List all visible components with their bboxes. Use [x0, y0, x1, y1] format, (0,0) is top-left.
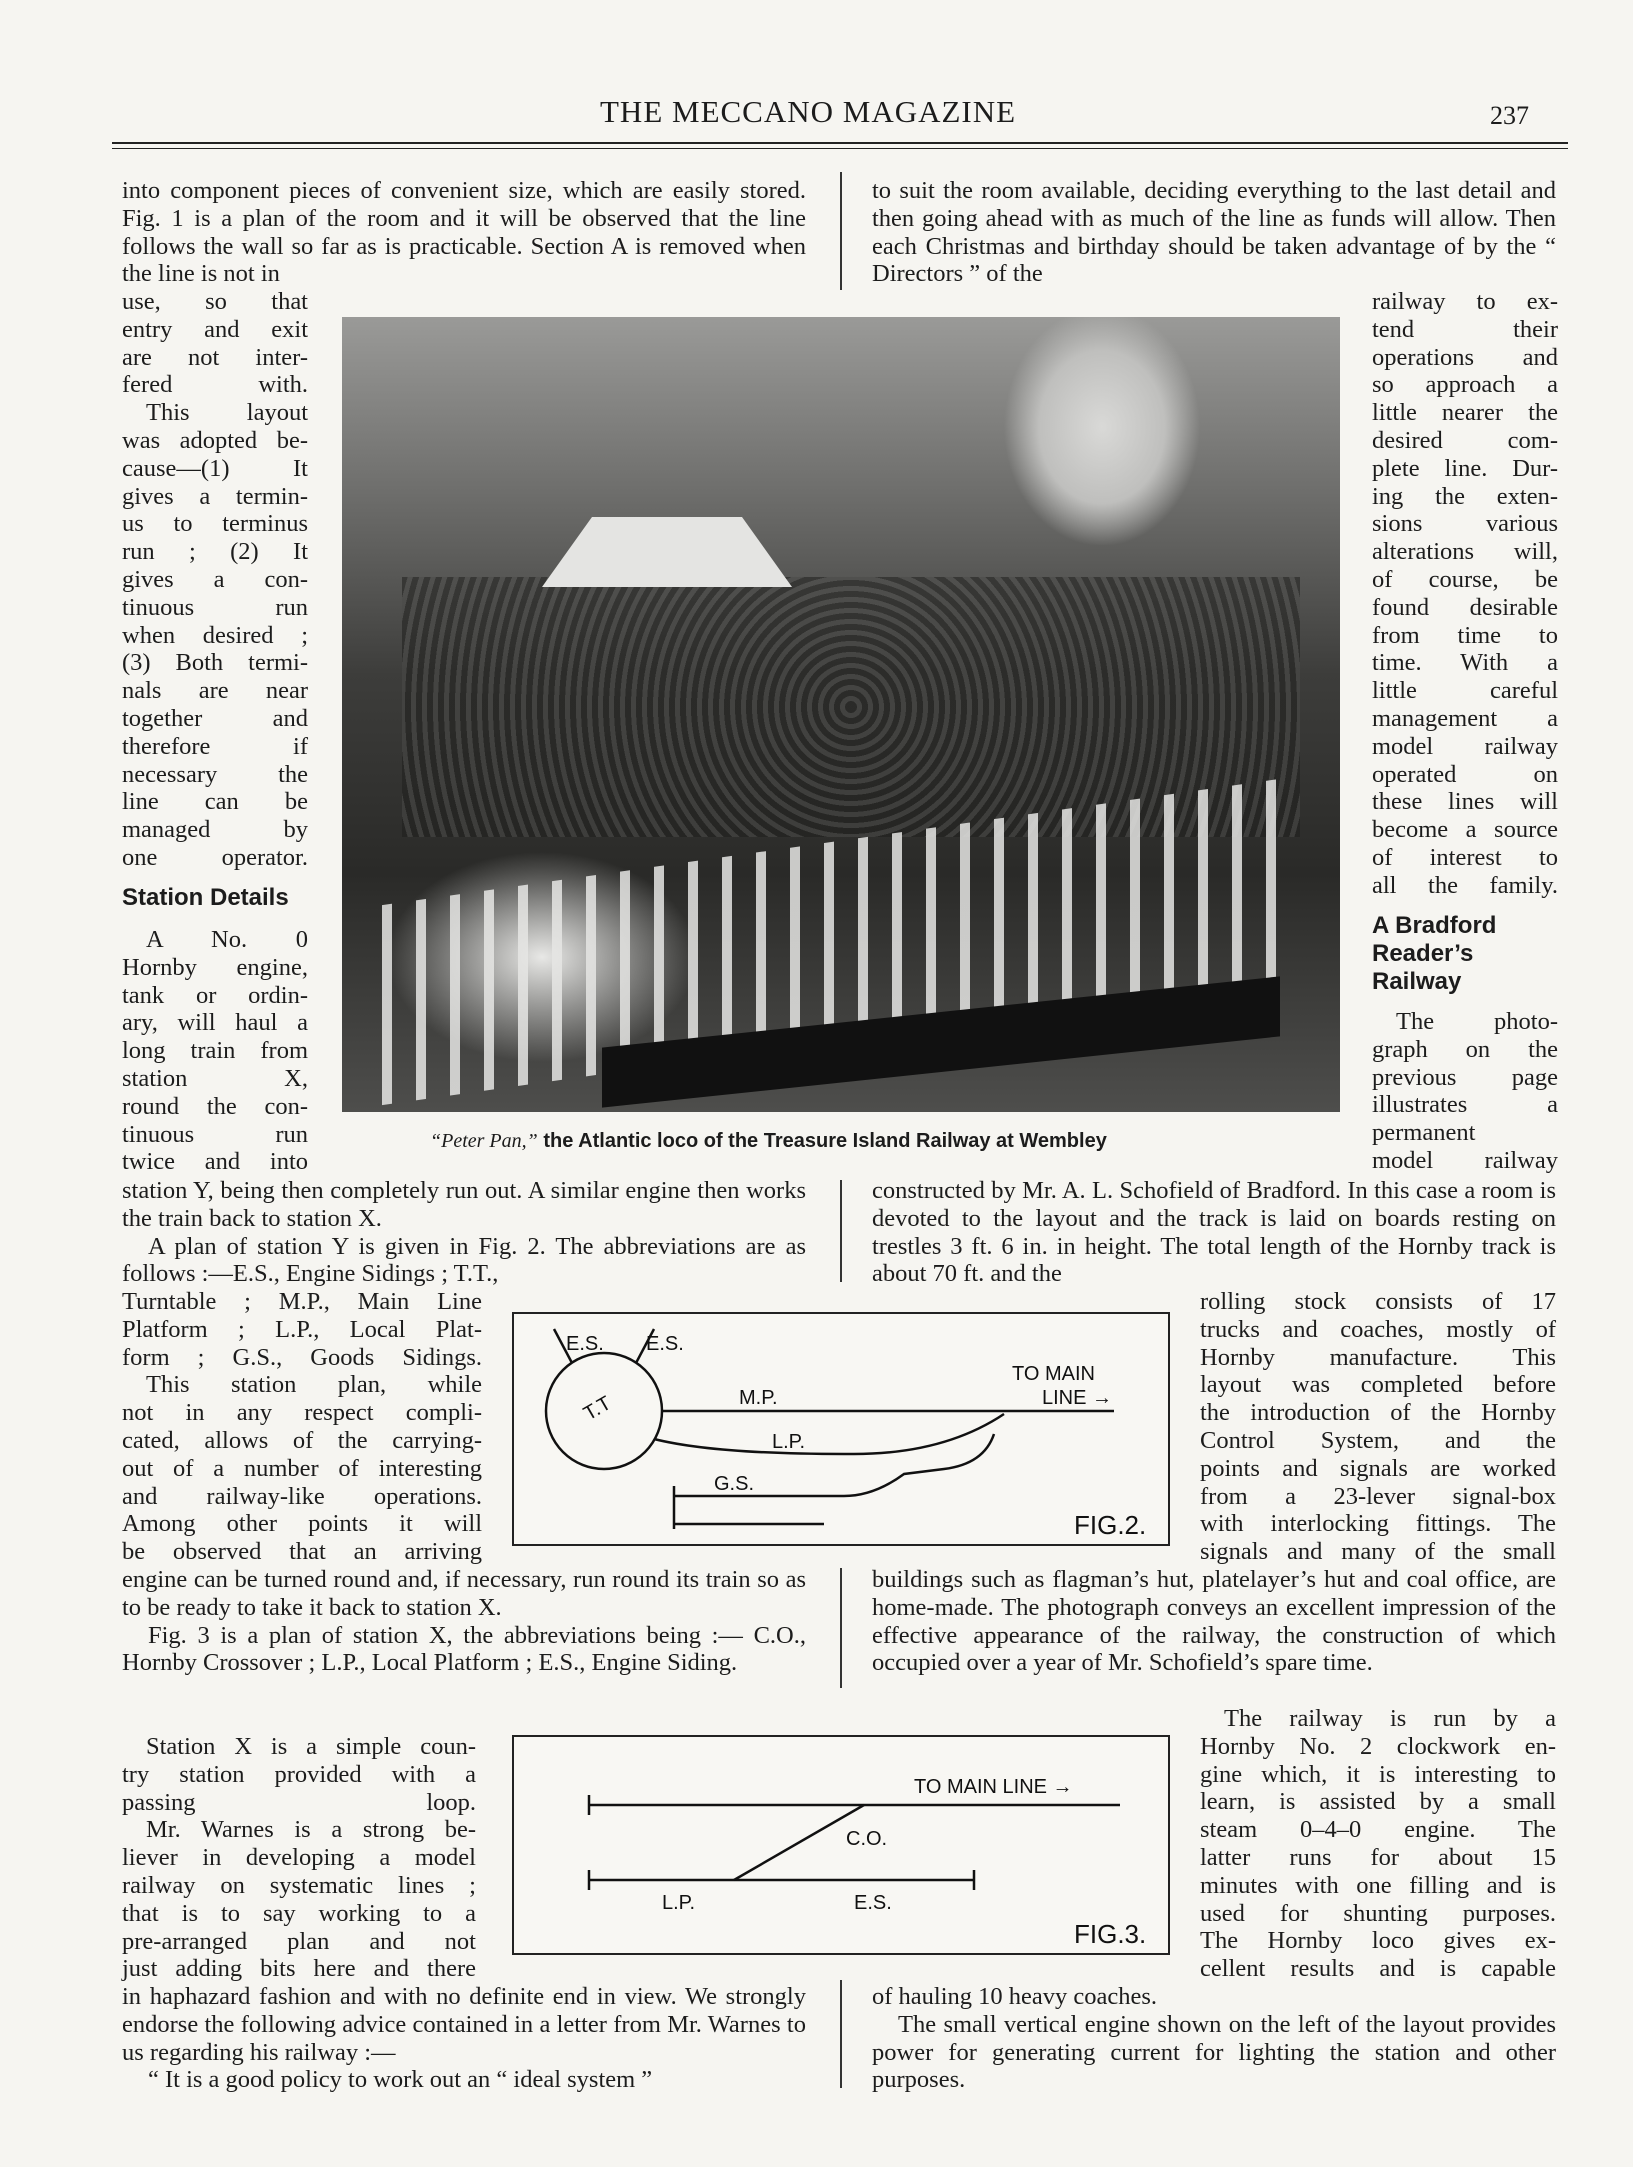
fig2-diagram — [512, 1312, 1170, 1546]
text-line: cause—(1) It — [122, 454, 308, 482]
text-line: points and signals are worked — [1200, 1454, 1556, 1482]
fig3-co-label: C.O. — [846, 1828, 888, 1850]
right-bottom-paragraph — [872, 1983, 1556, 2094]
text-line: not in any respect compli- — [122, 1399, 482, 1427]
text-line: Control System, and the — [1200, 1426, 1556, 1454]
text-line: pre-arranged plan and not — [122, 1927, 476, 1955]
text-line: try station provided with a — [122, 1760, 476, 1788]
text-line: signals and many of the small — [1200, 1538, 1556, 1566]
column-divider-mid — [840, 1180, 842, 1282]
text-line: Station X is a simple coun- — [146, 1733, 476, 1760]
fig2-gs-label: G.S. — [714, 1473, 755, 1495]
text-line: tend their — [1372, 315, 1558, 343]
text-line: The Hornby loco gives ex- — [1200, 1927, 1556, 1955]
text-line: of course, be — [1372, 565, 1558, 593]
text-line: model railway — [1372, 732, 1558, 760]
text-line: us to terminus — [122, 510, 308, 538]
text-line: passing loop. — [122, 1788, 476, 1816]
left-mid-paragraph — [122, 1177, 806, 1288]
text-line: liever in developing a model — [122, 1844, 476, 1872]
text-line: twice and into — [122, 1148, 308, 1176]
heading-line: Reader’s — [1372, 940, 1474, 967]
text-line: the introduction of the Hornby — [1200, 1399, 1556, 1427]
magazine-title: THE MECCANO MAGAZINE — [600, 94, 1017, 129]
station-details-heading: Station Details — [122, 884, 289, 911]
text-line: entry and exit — [122, 315, 308, 343]
text-line: tank or ordin- — [122, 981, 308, 1009]
text-line: tinuous run — [122, 593, 308, 621]
text-line: ary, will haul a — [122, 1009, 308, 1037]
text-line: gives a termin- — [122, 482, 308, 510]
column-divider-top — [840, 172, 842, 290]
left-mid2-text: A plan of station Y is given in Fig. 2. The abbreviations are as follows :—E.S., Engine Sidings ; T.T., — [122, 1232, 806, 1288]
text-line: little nearer the — [1372, 399, 1558, 427]
text-line: steam 0–4–0 engine. The — [1200, 1816, 1556, 1844]
fig2-svg — [514, 1314, 1168, 1544]
text-line: Hornby manufacture. This — [1200, 1343, 1556, 1371]
text-line: The railway is run by a — [1224, 1705, 1556, 1732]
text-line: minutes with one filling and is — [1200, 1871, 1556, 1899]
fig2-mp-label: M.P. — [739, 1387, 778, 1409]
text-line: just adding bits here and there — [122, 1955, 476, 1983]
right-top-paragraph — [872, 177, 1556, 288]
treasure-island-railway-photo — [342, 317, 1340, 1112]
text-line: use, so that — [122, 288, 308, 315]
text-line: station X, — [122, 1064, 308, 1092]
text-line: be observed that an arriving — [122, 1538, 482, 1566]
text-line: one operator. — [122, 843, 308, 871]
column-divider-lower — [840, 1568, 842, 1688]
text-line: Turntable ; M.P., Main Line — [122, 1288, 482, 1315]
text-line: cellent results and is capable — [1200, 1955, 1556, 1983]
text-line: was adopted be- — [122, 426, 308, 454]
right-narrow-column — [1372, 288, 1558, 900]
text-line: out of a number of interesting — [122, 1454, 482, 1482]
left-after-fig2 — [122, 1566, 806, 1677]
text-line: model railway — [1372, 1146, 1558, 1174]
right-after-fig2 — [872, 1566, 1556, 1677]
text-line: Hornby engine, — [122, 953, 308, 981]
text-line: gives a con- — [122, 565, 308, 593]
text-line: railway to ex- — [1372, 288, 1558, 315]
page-number: 237 — [1490, 101, 1529, 130]
heading-line: Railway — [1372, 968, 1462, 995]
text-line: This layout — [146, 399, 308, 427]
text-line: desired com- — [1372, 426, 1558, 454]
right-mid-text: constructed by Mr. A. L. Schofield of Bradford. In this case a room is devoted to the layout and the track is laid on boards resting on trestles 3 ft. 6 in. in height. The total length of the Hornby track is about 70 ft. and the — [872, 1177, 1556, 1288]
text-line: tinuous run — [122, 1120, 308, 1148]
right-fig2-column — [1200, 1288, 1556, 1566]
local-platform-track — [654, 1414, 1004, 1454]
text-line: illustrates a — [1372, 1091, 1558, 1119]
fig2-to-main-label: TO MAIN — [1012, 1363, 1095, 1385]
right-bottom-text1: of hauling 10 heavy coaches. — [872, 1983, 1158, 2010]
text-line: learn, is assisted by a small — [1200, 1788, 1556, 1816]
text-line: long train from — [122, 1037, 308, 1065]
text-line: managed by — [122, 816, 308, 844]
text-line: alterations will, — [1372, 538, 1558, 566]
text-line: so approach a — [1372, 371, 1558, 399]
text-line: from time to — [1372, 621, 1558, 649]
station-details-column — [122, 926, 308, 1176]
fig3-figure-label: FIG.3. — [1074, 1919, 1147, 1949]
text-line: permanent — [1372, 1119, 1476, 1147]
text-line: ing the exten- — [1372, 482, 1558, 510]
left-narrow-column — [122, 288, 308, 872]
text-line: become a source — [1372, 816, 1558, 844]
text-line: graph on the — [1372, 1035, 1558, 1063]
right-fig3-column — [1200, 1705, 1556, 1983]
text-line: time. With a — [1372, 649, 1558, 677]
text-line: trucks and coaches, mostly of — [1200, 1315, 1556, 1343]
text-line: operated on — [1372, 760, 1558, 788]
text-line: previous page — [1372, 1063, 1558, 1091]
text-line: that is to say working to a — [122, 1899, 476, 1927]
text-line: railway on systematic lines ; — [122, 1871, 476, 1899]
text-line: A No. 0 — [146, 926, 308, 953]
text-line: with interlocking fittings. The — [1200, 1510, 1556, 1538]
text-line: fered with. — [122, 371, 308, 399]
text-line: from a 23-lever signal-box — [1200, 1482, 1556, 1510]
fig3-es-label: E.S. — [854, 1892, 892, 1914]
text-line: form ; G.S., Goods Sidings. — [122, 1343, 482, 1371]
text-line: all the family. — [1372, 871, 1558, 899]
fig3-svg — [514, 1737, 1168, 1953]
text-line: are not inter- — [122, 343, 308, 371]
text-line: round the con- — [122, 1092, 308, 1120]
caption-text: the Atlantic loco of the Treasure Island Railway at Wembley — [543, 1130, 1107, 1152]
crossover-track — [734, 1805, 864, 1880]
photo-caption — [430, 1130, 1107, 1153]
fig2-es1-label: E.S. — [566, 1333, 604, 1355]
bradford-column — [1372, 1008, 1558, 1175]
text-line: when desired ; — [122, 621, 308, 649]
left-fig3-column — [122, 1733, 476, 1983]
text-line: little careful — [1372, 677, 1558, 705]
right-top-text: to suit the room available, deciding everything to the last detail and then going ahead with as much of the line as funds will allow. Then each Christmas and birthday should be taken advantage of by the “ Directors ” of the — [872, 177, 1556, 288]
text-line: run ; (2) It — [122, 538, 308, 566]
text-line: necessary the — [122, 760, 308, 788]
photo-station-roof — [542, 517, 792, 587]
text-line: these lines will — [1372, 788, 1558, 816]
text-line: Hornby No. 2 clockwork en- — [1200, 1732, 1556, 1760]
text-line: layout was completed before — [1200, 1371, 1556, 1399]
right-mid-paragraph — [872, 1177, 1556, 1288]
left-bottom-paragraph — [122, 1983, 806, 2094]
left-top-text: into component pieces of convenient size, which are easily stored. Fig. 1 is a plan of the room and it will be observed that the line follows the wall so far as is practicable. Section A is removed when the line is not in — [122, 177, 806, 288]
header-rule-thin — [112, 148, 1568, 149]
fig3-diagram — [512, 1735, 1170, 1955]
left-fig2-column — [122, 1288, 482, 1566]
fig2-tt-label: T.T — [580, 1392, 616, 1426]
text-line: (3) Both termi- — [122, 649, 308, 677]
text-line: latter runs for about 15 — [1200, 1843, 1556, 1871]
bradford-heading — [1372, 912, 1496, 996]
column-divider-bottom — [840, 1980, 842, 2088]
text-line: The photo- — [1396, 1008, 1558, 1035]
text-line: of interest to — [1372, 843, 1558, 871]
text-line: used for shunting purposes. — [1200, 1899, 1556, 1927]
fig2-figure-label: FIG.2. — [1074, 1510, 1147, 1540]
text-line: Among other points it will — [122, 1510, 482, 1538]
text-line: management a — [1372, 704, 1558, 732]
fig3-lp-label: L.P. — [662, 1892, 695, 1914]
text-line: found desirable — [1372, 593, 1558, 621]
left-mid-text: station Y, being then completely run out. A similar engine then works the train back to station X. — [122, 1177, 806, 1232]
text-line: operations and — [1372, 343, 1558, 371]
left-after-fig2-text: engine can be turned round and, if necessary, run round its train so as to be ready to take it back to station X. — [122, 1566, 806, 1621]
text-line: This station plan, while — [146, 1371, 482, 1399]
text-line: line can be — [122, 788, 308, 816]
text-line: cated, allows of the carrying- — [122, 1426, 482, 1454]
fig2-es2-label: E.S. — [646, 1333, 684, 1355]
right-after-fig2-text: buildings such as flagman’s hut, platelayer’s hut and coal office, are home-made. The photograph conveys an excellent impression of the effective appearance of the railway, the construction of which occupied over a year of Mr. Schofield’s spare time. — [872, 1566, 1556, 1677]
text-line: and railway-like operations. — [122, 1482, 482, 1510]
left-top-paragraph — [122, 177, 806, 288]
text-line: Platform ; L.P., Local Plat- — [122, 1315, 482, 1343]
fig2-lp-label: L.P. — [772, 1431, 805, 1453]
text-line: rolling stock consists of 17 — [1200, 1288, 1556, 1315]
left-bottom-text: in haphazard fashion and with no definite end in view. We strongly endorse the following advice contained in a letter from Mr. Warnes to us regarding his railway :— — [122, 1983, 806, 2066]
text-line: nals are near — [122, 677, 308, 705]
caption-title: “Peter Pan,” — [430, 1130, 538, 1152]
text-line: Mr. Warnes is a strong be- — [146, 1816, 476, 1844]
fig3-intro-text: Fig. 3 is a plan of station X, the abbreviations being :— C.O., Hornby Crossover ; L.P., Local Platform ; E.S., Engine Siding. — [122, 1621, 806, 1677]
text-line: together and — [122, 704, 308, 732]
text-line: gine which, it is interesting to — [1200, 1760, 1556, 1788]
text-line: sions various — [1372, 510, 1558, 538]
fig3-to-main-label: TO MAIN LINE → — [914, 1776, 1073, 1798]
right-bottom-text2: The small vertical engine shown on the left of the layout provides power for generating current for lighting the station and other purposes. — [872, 2010, 1556, 2094]
text-line: plete line. Dur- — [1372, 454, 1558, 482]
header-rule — [112, 142, 1568, 144]
left-quote-text: “ It is a good policy to work out an “ ideal system ” — [148, 2066, 653, 2094]
fig2-line-label: LINE → — [1042, 1387, 1113, 1409]
heading-line: A Bradford — [1372, 912, 1497, 939]
text-line: therefore if — [122, 732, 308, 760]
